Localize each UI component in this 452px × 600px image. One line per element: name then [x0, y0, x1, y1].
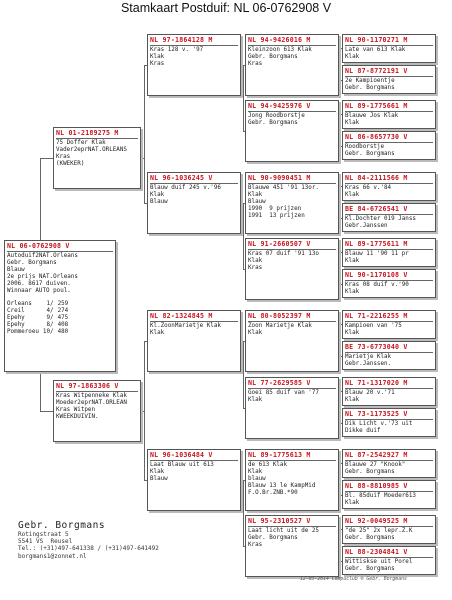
pigeon-info-line: Kras Witpen [56, 406, 96, 413]
card-divider [345, 557, 433, 558]
ring-number: NL 89-1775613 M [248, 451, 311, 459]
card-divider [345, 280, 433, 281]
pigeon-card-p13[interactable] [245, 449, 339, 511]
pigeon-info-line: Kras 128 v. '97 [150, 46, 204, 53]
result-total: 480 [57, 328, 69, 335]
pigeon-card-p4[interactable] [147, 172, 241, 234]
pigeon-card-p11[interactable] [245, 310, 339, 372]
pigeon-info-line: Jong Roodborstje [248, 112, 305, 119]
result-total: 408 [57, 321, 69, 328]
pedigree-connector [243, 480, 244, 546]
pigeon-card-p8[interactable] [245, 100, 339, 162]
pigeon-card-p10[interactable] [245, 238, 339, 300]
ring-number: BE 84-6726541 V [345, 205, 408, 213]
pedigree-connector [339, 48, 340, 80]
pigeon-info-line: Klak [150, 53, 165, 60]
pigeon-info-line: Blauw [150, 198, 168, 205]
ring-number: NL 94-9425976 V [248, 102, 311, 110]
breeder-street: Rotingstraat 5 [18, 531, 69, 538]
pigeon-card-p27[interactable] [342, 449, 436, 478]
pigeon-card-p24[interactable] [342, 341, 436, 370]
card-divider [345, 76, 433, 77]
result-row [7, 308, 72, 315]
pedigree-connector [40, 158, 41, 240]
pigeon-info-line: KWEEKDUIVIN. [56, 413, 99, 420]
pigeon-info-line: Kras 07 duif '91 13o [248, 250, 319, 257]
pedigree-connector [339, 252, 340, 284]
pigeon-info-line: Gebr.Janssen. [345, 360, 392, 367]
breeder-city: 5541 VS Reusel [18, 538, 73, 546]
pedigree-connector [339, 529, 340, 561]
ring-number: NL 96-1036245 V [150, 174, 213, 182]
ring-number: NL 86-8657730 V [345, 133, 408, 141]
card-divider [248, 388, 336, 389]
pigeon-info-line: Kras Witpenneke Klak [56, 392, 127, 399]
pigeon-info-line: Klak [248, 257, 263, 264]
pigeon-card-p17[interactable] [342, 100, 436, 129]
pigeon-info-line: Klak [150, 329, 165, 336]
card-divider [248, 111, 336, 112]
card-divider [150, 183, 238, 184]
pigeon-card-p30[interactable] [342, 546, 436, 575]
pigeon-info-line: Klak [345, 499, 360, 506]
card-divider [248, 321, 336, 322]
pigeon-card-p16[interactable] [342, 65, 436, 94]
pigeon-info-line: Late van 613 Klak [345, 46, 406, 53]
card-divider [345, 352, 433, 353]
card-divider [248, 460, 336, 461]
pigeon-info-line: Goei 85 duif van '77 [248, 389, 319, 396]
pigeon-info-line: Kras 08 duif v.'90 [345, 281, 409, 288]
pigeon-info-line: Klak [150, 191, 165, 198]
pedigree-connector [339, 186, 340, 218]
pigeon-info-line: Gebr. Borgmans [248, 119, 298, 126]
card-divider [345, 45, 433, 46]
race-results [5, 301, 115, 336]
ring-number: NL 71-2216255 M [345, 312, 408, 320]
pigeon-card-p7[interactable] [245, 34, 339, 96]
ring-number: NL 94-9426016 M [248, 36, 311, 44]
pigeon-info-line: Kras [56, 153, 71, 160]
pigeon-info-line: Klak [248, 396, 263, 403]
pigeon-info-line: Roodborstje [345, 143, 385, 150]
pedigree-connector [40, 158, 53, 159]
card-divider [345, 491, 433, 492]
card-divider [248, 526, 336, 527]
pigeon-info-line: (KWEKER) [56, 160, 85, 167]
breeder-name: Gebr. Borgmans [18, 520, 106, 531]
ring-number: NL 01-2189275 M [56, 129, 119, 137]
pigeon-info-line: Moeder2eprNAT.ORLEAN [56, 399, 127, 406]
pigeon-info-line: Dikke duif [345, 427, 381, 434]
card-divider [345, 111, 433, 112]
result-race: Epehy [7, 321, 25, 328]
card-divider [345, 388, 433, 389]
ring-number: NL 95-2310527 V [248, 517, 311, 525]
ring-number: NL 80-8052397 M [248, 312, 311, 320]
pigeon-card-p29[interactable] [342, 515, 436, 544]
pigeon-card-p19[interactable] [342, 172, 436, 201]
pigeon-card-p23[interactable] [342, 310, 436, 339]
pigeon-info-line: Bl. 85duif Moeder613 [345, 492, 416, 499]
card-divider [248, 249, 336, 250]
pigeon-info-line: Klak [150, 468, 165, 475]
pigeon-info-line: Kras [248, 541, 263, 548]
pigeon-info-line: Klak [345, 329, 360, 336]
card-divider [345, 142, 433, 143]
pigeon-card-p2[interactable] [53, 380, 141, 442]
card-divider [7, 251, 113, 252]
pedigree-connector [40, 411, 53, 412]
ring-number: NL 97-1864128 M [150, 36, 213, 44]
pigeon-info-line: 2006. 8617 duiven. [7, 280, 71, 287]
pigeon-info-line: Gebr. Borgmans [345, 565, 395, 572]
ring-number: NL 88-8810985 V [345, 482, 408, 490]
pigeon-info-line: Kampioen van '75 [345, 322, 402, 329]
result-place: 9/ [46, 314, 54, 321]
pigeon-info-line: Kras [248, 264, 263, 271]
pigeon-info-line: Klak [345, 191, 360, 198]
pigeon-info-line: Winnaar AUTO poul. [7, 287, 71, 294]
breeder-phone: Tel.: (+31)497-641338 / (+31)497-641492 [18, 545, 159, 553]
pigeon-info-line: Klak [248, 191, 263, 198]
pigeon-info-line: "de 25" 2x lepr.Z.K [345, 527, 413, 534]
result-row [7, 322, 72, 329]
pigeon-card-p14[interactable] [245, 515, 339, 577]
pigeon-card-p18[interactable] [342, 131, 436, 160]
card-divider [345, 249, 433, 250]
pigeon-info-line: Gebr. Borgmans [7, 259, 57, 266]
result-place: 4/ [46, 307, 54, 314]
pedigree-connector [144, 341, 145, 480]
pigeon-info-line: Klak [345, 53, 360, 60]
pedigree-connector [144, 65, 145, 203]
ring-number: NL 90-1170271 M [345, 36, 408, 44]
pigeon-card-p12[interactable] [245, 377, 339, 439]
result-race: Pommeroeu [7, 328, 39, 335]
pigeon-info-line: 2e Kampioentje [345, 77, 395, 84]
pedigree-connector [40, 372, 41, 411]
pigeon-info-line: Gebr. Borgmans [345, 468, 395, 475]
card-divider [345, 321, 433, 322]
pigeon-info-line: Blauw [7, 266, 25, 273]
pigeon-card-p21[interactable] [342, 238, 436, 267]
ring-number: NL 88-2304841 V [345, 548, 408, 556]
result-race: Orleans [7, 300, 32, 307]
pigeon-card-p3[interactable] [147, 34, 241, 96]
ring-number: NL 84-2111566 M [345, 174, 408, 182]
pigeon-info-line: Klak [345, 396, 360, 403]
pedigree-connector [339, 391, 340, 423]
result-row [7, 315, 72, 322]
card-divider [150, 45, 238, 46]
breeder-email: borgmans1@zonnet.nl [18, 552, 87, 560]
breeder-info [18, 520, 159, 560]
pigeon-info-line: Blauw [150, 475, 168, 482]
pedigree-connector [339, 114, 340, 146]
pigeon-info-line: Gebr.Janssen [345, 222, 388, 229]
pigeon-info-line: blauw [248, 475, 266, 482]
pigeon-card-p25[interactable] [342, 377, 436, 406]
pigeon-info-line: Gebr. Borgmans [248, 534, 298, 541]
pigeon-info-line: Blauw 20 v.'71 [345, 389, 395, 396]
card-divider [345, 214, 433, 215]
card-divider [345, 526, 433, 527]
card-divider [248, 183, 336, 184]
pigeon-info-line: 75 Doffer Klak [56, 139, 106, 146]
card-divider [56, 138, 138, 139]
pigeon-info-line: Laat Blauw uit 613 [150, 461, 214, 468]
result-place: 1/ [46, 300, 54, 307]
pigeon-info-line: Vader2eprNAT.ORLEANS [56, 146, 127, 153]
pedigree-connector [243, 65, 244, 131]
result-row [7, 329, 72, 336]
ring-number: NL 87-8772191 V [345, 67, 408, 75]
pigeon-info-line: Blauw 13 le KampMid [248, 482, 316, 489]
pigeon-info-line: Blauwe 27 "Knook" [345, 461, 406, 468]
pigeon-info-line: Marietje Klak [345, 353, 392, 360]
pigeon-info-line: Klak [345, 288, 360, 295]
ring-number: NL 97-1863306 V [56, 382, 119, 390]
card-divider [56, 391, 138, 392]
ring-number: NL 06-0762908 V [7, 242, 70, 250]
pedigree-connector [243, 203, 244, 269]
page-title: Stamkaart Postduif: NL 06-0762908 V [120, 1, 332, 15]
pigeon-info-line: Kleinzoon 613 Klak [248, 46, 312, 53]
ring-number: NL 89-1775661 M [345, 102, 408, 110]
ring-number: NL 87-2542927 M [345, 451, 408, 459]
ring-number: NL 90-1170108 V [345, 271, 408, 279]
result-total: 274 [57, 307, 69, 314]
pigeon-info-line: Kras [150, 60, 165, 67]
pigeon-info-line: Blauw 11 '90 11 pr [345, 250, 409, 257]
pigeon-info-line: 1990 9 prijzen [248, 205, 302, 212]
pedigree-connector [339, 324, 340, 356]
ring-number: NL 89-1775611 M [345, 240, 408, 248]
pigeon-info-line: Autoduif2NAT.Orleans [7, 252, 78, 259]
pigeon-info-line: Klak [345, 119, 360, 126]
pigeon-info-line: de 613 Klak [248, 461, 288, 468]
pigeon-card-p5[interactable] [147, 310, 241, 372]
pedigree-connector [339, 463, 340, 495]
pigeon-info-line: Wittiskse uit Porel [345, 558, 413, 565]
pigeon-info-line: Blauw [248, 198, 266, 205]
pigeon-card-p15[interactable] [342, 34, 436, 63]
ring-number: NL 90-9090451 M [248, 174, 311, 182]
result-total: 259 [57, 300, 69, 307]
result-race: Epehy [7, 314, 25, 321]
result-total: 475 [57, 314, 69, 321]
pigeon-info-line: Gebr. Borgmans [345, 534, 395, 541]
ring-number: NL 71-1317020 M [345, 379, 408, 387]
card-divider [345, 183, 433, 184]
pigeon-card-p22[interactable] [342, 269, 436, 298]
result-place: 10/ [42, 328, 54, 335]
pigeon-info-line: Dik Licht v.'73 uit [345, 420, 413, 427]
card-divider [248, 45, 336, 46]
result-row [7, 301, 72, 308]
result-place: 8/ [46, 321, 54, 328]
ring-number: BE 73-6773040 V [345, 343, 408, 351]
pigeon-card-p9[interactable] [245, 172, 339, 234]
pigeon-info-line: Kras [248, 60, 263, 67]
pigeon-info-line: Zoon Marietje Klak [248, 322, 312, 329]
card-divider [150, 321, 238, 322]
pigeon-info-line: Klak [345, 257, 360, 264]
pigeon-info-line: Kl.Dochter 019 Janss [345, 215, 416, 222]
ring-number: NL 92-0049525 M [345, 517, 408, 525]
ring-number: NL 73-1173525 V [345, 410, 408, 418]
pigeon-info-line: Kl.ZoonMarietje Klak [150, 322, 221, 329]
pigeon-info-line: Blauwe Jos Klak [345, 112, 399, 119]
pigeon-card-p26[interactable] [342, 408, 436, 437]
ring-number: NL 96-1036484 V [150, 451, 213, 459]
card-divider [345, 419, 433, 420]
pigeon-info-line: Laat licht uit de 25 [248, 527, 319, 534]
ring-number: NL 91-2660507 V [248, 240, 311, 248]
pigeon-card-p20[interactable] [342, 203, 436, 232]
pigeon-info-line: 1991 13 prijzen [248, 212, 305, 219]
pigeon-info-line: Klak [248, 329, 263, 336]
pigeon-info-line: Blauw duif 245 v.'96 [150, 184, 221, 191]
card-divider [150, 460, 238, 461]
pigeon-card-p0[interactable] [4, 240, 116, 372]
pigeon-info-line: Gebr. Borgmans [248, 53, 298, 60]
pedigree-connector [243, 341, 244, 408]
ring-number: NL 82-1324845 M [150, 312, 213, 320]
pigeon-card-p6[interactable] [147, 449, 241, 511]
pigeon-info-line: Gebr. Borgmans [345, 84, 395, 91]
result-race: Creil [7, 307, 25, 314]
pigeon-info-line: Klak [248, 468, 263, 475]
pigeon-card-p1[interactable] [53, 127, 141, 189]
card-divider [345, 460, 433, 461]
pigeon-info-line: 2e prijs NAT.Orleans [7, 273, 78, 280]
pigeon-info-line: Kras 66 v.'84 [345, 184, 392, 191]
pigeon-card-p28[interactable] [342, 480, 436, 509]
pigeon-info-line: Gebr. Borgmans [345, 150, 395, 157]
ring-number: NL 77-2629585 V [248, 379, 311, 387]
footer-credit: 12-03-2014 Compuclub ® Gebr. Borgmans [300, 577, 407, 582]
pigeon-info-line: Blauwe 451 '91 13or. [248, 184, 319, 191]
pigeon-info-line: F.O.Br.ZNB.*90 [248, 489, 298, 496]
